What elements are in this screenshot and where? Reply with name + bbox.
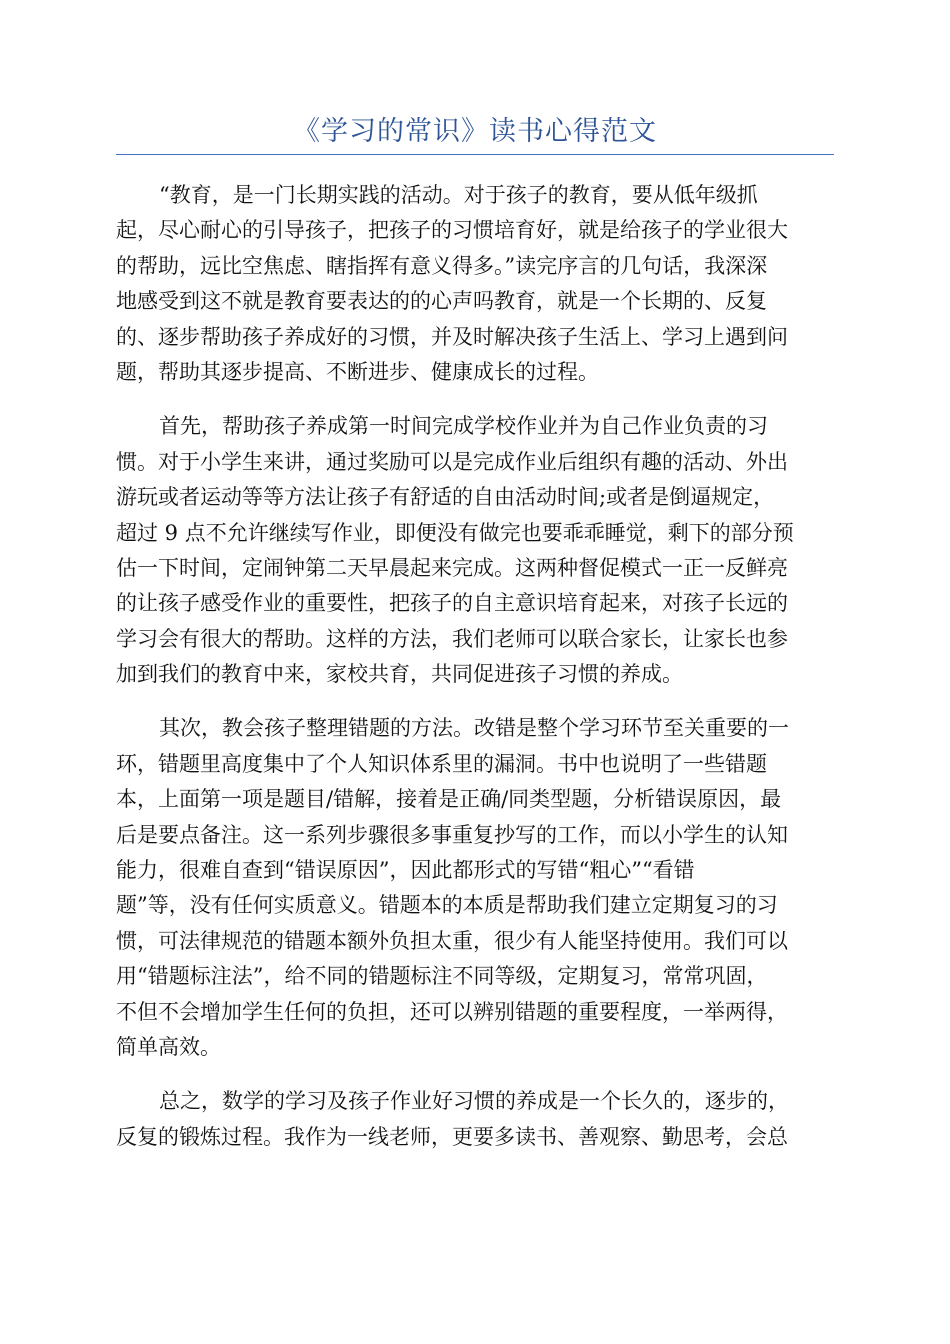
document-title: 《学习的常识》读书心得范文	[293, 116, 657, 147]
paragraph-line: 的让孩子感受作业的重要性，把孩子的自主意识培育起来，对孩子长远的	[116, 591, 788, 616]
paragraph-line: 惯。对于小学生来讲，通过奖励可以是完成作业后组织有趣的活动、外出	[116, 449, 788, 474]
paragraph-line: 估一下时间，定闹钟第二天早晨起来完成。这两种督促模式一正一反鲜亮	[116, 555, 788, 580]
document-body	[116, 178, 834, 1174]
paragraph-line: 地感受到这不就是教育要表达的的心声吗教育，就是一个长期的、反复	[116, 289, 767, 314]
paragraph-2	[116, 409, 834, 692]
paragraph-line: 本，上面第一项是题目/错解，接着是正确/同类型题，分析错误原因，最	[116, 787, 782, 812]
paragraph-line: 首先，帮助孩子养成第一时间完成学校作业并为自己作业负责的习	[159, 414, 768, 439]
paragraph-line: 起，尽心耐心的引导孩子，把孩子的习惯培育好，就是给孩子的学业很大	[116, 218, 788, 243]
paragraph-line: “教育，是一门长期实践的活动。对于孩子的教育，要从低年级抓	[159, 183, 758, 207]
paragraph-line: 后是要点备注。这一系列步骤很多事重复抄写的工作，而以小学生的认知	[116, 822, 788, 847]
paragraph-line: 学习会有很大的帮助。这样的方法，我们老师可以联合家长，让家长也参	[116, 626, 788, 651]
title-underline	[116, 154, 834, 155]
paragraph-1	[116, 178, 834, 390]
paragraph-line: 题，帮助其逐步提高、不断进步、健康成长的过程。	[116, 359, 599, 384]
paragraph-line: 环，错题里高度集中了个人知识体系里的漏洞。书中也说明了一些错题	[116, 751, 767, 776]
paragraph-line: 的、逐步帮助孩子养成好的习惯，并及时解决孩子生活上、学习上遇到问	[116, 324, 788, 349]
paragraph-line: 其次，教会孩子整理错题的方法。改错是整个学习环节至关重要的一	[159, 716, 789, 741]
paragraph-line: 简单高效。	[116, 1034, 221, 1059]
paragraph-line: 总之，数学的学习及孩子作业好习惯的养成是一个长久的，逐步的，	[159, 1089, 789, 1114]
paragraph-line: 反复的锻炼过程。我作为一线老师，更要多读书、善观察、勤思考，会总	[116, 1124, 788, 1149]
paragraph-line: 用“错题标注法”，给不同的错题标注不同等级，定期复习，常常巩固，	[116, 964, 768, 989]
paragraph-line: 能力，很难自查到“错误原因”，因此都形式的写错“粗心”“看错	[116, 858, 695, 883]
paragraph-line: 不但不会增加学生任何的负担，还可以辨别错题的重要程度，一举两得，	[116, 999, 788, 1024]
paragraph-line: 加到我们的教育中来，家校共育，共同促进孩子习惯的养成。	[116, 662, 683, 687]
paragraph-line: 游玩或者运动等等方法让孩子有舒适的自由活动时间;或者是倒逼规定，	[116, 485, 775, 510]
paragraph-line: 超过 9 点不允许继续写作业，即便没有做完也要乖乖睡觉，剩下的部分预	[116, 520, 794, 545]
paragraph-line: 题”等，没有任何实质意义。错题本的本质是帮助我们建立定期复习的习	[116, 893, 778, 918]
paragraph-3	[116, 711, 834, 1065]
paragraph-line: 惯，可法律规范的错题本额外负担太重，很少有人能坚持使用。我们可以	[116, 928, 788, 953]
paragraph-line: 的帮助，远比空焦虑、瞎指挥有意义得多。”读完序言的几句话，我深深	[116, 253, 768, 278]
paragraph-4	[116, 1084, 834, 1155]
